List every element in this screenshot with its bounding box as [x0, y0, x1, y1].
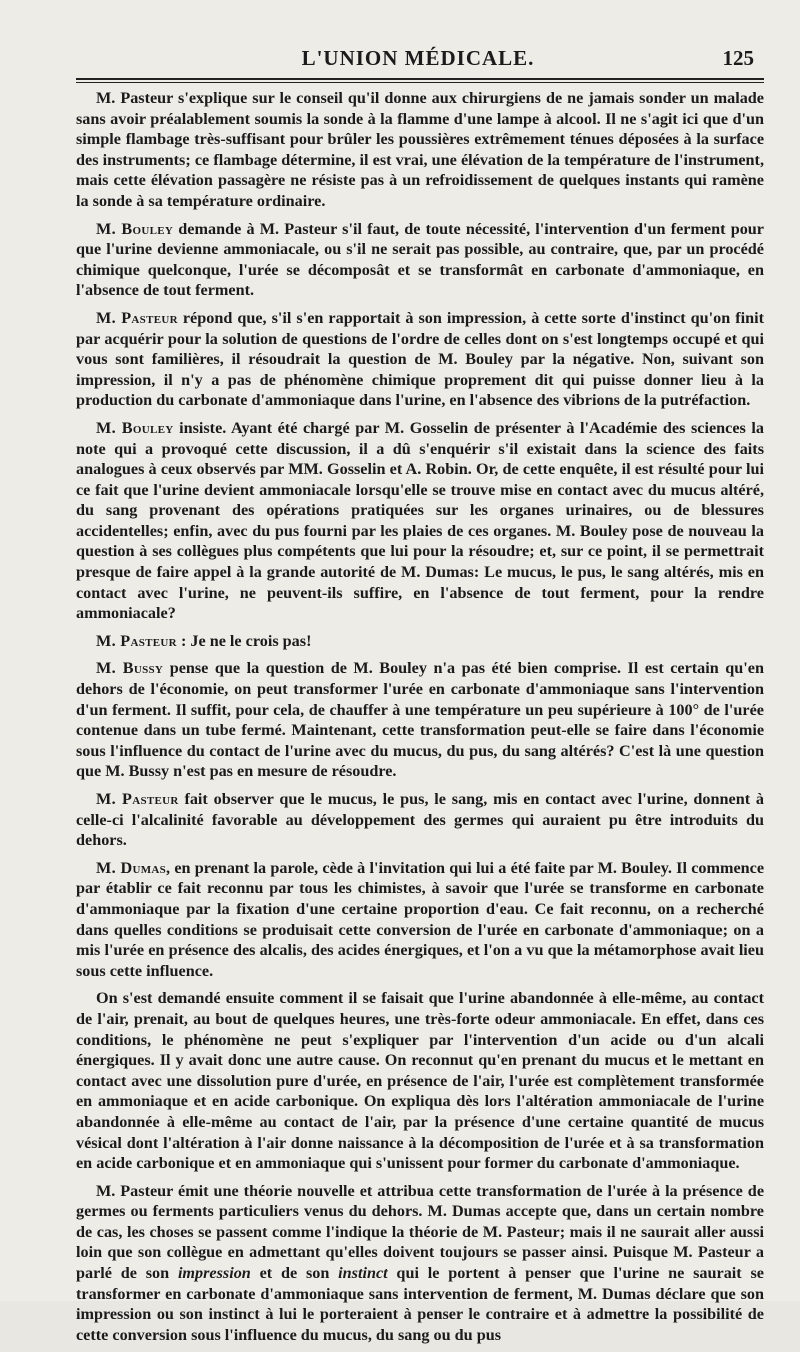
- speaker-name: M. Bussy: [96, 659, 164, 678]
- speaker-name: M. Pasteur: [96, 631, 177, 650]
- speaker-name: M. Pasteur: [96, 308, 178, 327]
- paragraph-pasteur-reply: [76, 308, 764, 411]
- paragraph-urine-ammoniacal: [76, 988, 764, 1173]
- italic-term-instinct: instinct: [338, 1264, 388, 1283]
- paragraph-bouley-question: [76, 219, 764, 301]
- paragraph-text: , en prenant la parole, cède à l'invitation qui lui a été faite par M. Bouley. Il commence par établir ce fait reconnu par tous les chimistes, à savoir que l'urée se transforme en carbonate d'ammoniaque par la fixation d'une certaine proportion d'eau. Ce fait reconnu, on a recherché dans quelles conditions se produisait cette conversion de l'urée en carbonate d'ammoniaque; on a mis l'urée en présence des alcalis, des acides énergiques, et l'on a vu que la métamorphose avait lieu sous cette influence.: [76, 858, 765, 980]
- page-number: 125: [722, 46, 754, 70]
- paragraph-text: pense que la question de M. Bouley n'a pas été bien comprise. Il est certain qu'en dehors de l'économie, on peut transformer l'urée en carbonate d'ammoniaque sans l'intervention d'un ferment. Il suffit, pour cela, de chauffer à une température un peu supérieure à 100° de l'urée contenue dans un tube fermé. Maintenant, cette transformation peut-elle se faire dans l'économie sous l'influence du contact de l'urine avec du mucus, du pus, du sang altérés? C'est là une question que M. Bussy n'est pas en mesure de résoudre.: [76, 659, 764, 781]
- paragraph-text: fait observer que le mucus, le pus, le sang, mis en contact avec l'urine, donnent à celle-ci l'alcalinité favorable au développement des germes qui auraient pu être introduits du dehors.: [76, 790, 764, 850]
- paragraph-text: On s'est demandé ensuite comment il se faisait que l'urine abandonnée à elle-même, au contact de l'air, prenait, au bout de quelques heures, une très-forte odeur ammoniacale. En effet, dans ces conditions, le phénomène ne peut s'expliquer par l'intervention d'un acide ou d'un alcali énergiques. Il y avait donc une autre cause. On reconnut qu'en prenant du mucus et le mettant en contact avec une dissolution pure d'urée, en présence de l'air, l'urée est complètement transformée en ammoniaque et en acide carbonique. On expliqua dès lors l'altération ammoniacale de l'urine abandonnée à elle-même au contact de l'air, par la présence d'une certaine quantité de mucus vésical dont l'altération à l'air donne naissance à la décomposition de l'urée et à sa transformation en acide carbonique et en ammoniaque qui s'unissent pour former du carbonate d'ammoniaque.: [76, 989, 764, 1173]
- paragraph-text: M. Pasteur s'explique sur le conseil qu'il donne aux chirurgiens de ne jamais sonder un malade sans avoir préalablement soumis la sonde à la flamme d'une lampe à alcool. Il ne s'agit ici que d'un simple flambage très-suffisant pour brûler les poussières extrêmement ténues déposées à la surface des instruments; ce flambage détermine, il est vrai, une élévation de la température de l'instrument, mais cette élévation passagère ne résiste pas à un refroidissement de quelques instants qui ramène la sonde à sa température ordinaire.: [76, 89, 764, 210]
- paragraph-text: insiste. Ayant été chargé par M. Gosselin de présenter à l'Académie des sciences la note qui a provoqué cette discussion, il a dû s'enquérir s'il existait dans la science des faits analogues à ceux observés par MM. Gosselin et A. Robin. Or, de cette enquête, il est résulté pour lui ce fait que l'urine devient ammoniacale lorsqu'elle se trouve mise en contact avec du mucus altéré, du sang provenant des opérations pratiquées sur les organes urinaires, ou de blessures accidentelles; enfin, avec du pus fourni par les plaies de ces organes. M. Bouley pose de nouveau la question à ses collègues plus compétents que lui pour la résoudre; et, sur ce point, il se permettrait presque de faire appel à la grande autorité de M. Dumas: Le mucus, le pus, le sang altérés, mis en contact avec l'urine, ne peuvent-ils suffire, en l'absence de tout ferment, pour la rendre ammoniacale?: [76, 418, 764, 623]
- speaker-name: M. Bouley: [96, 219, 174, 238]
- paragraph-text-mid: et de son: [250, 1264, 339, 1283]
- paragraph-text: M. Pasteur émit une théorie nouvelle et attribua cette transformation de l'urée à la présence de germes ou ferments particuliers venus du dehors. M. Dumas accepte que, dans un certain nombre de cas, les choses se passent comme l'indique la théorie de M. Pasteur; mais il ne saurait aller aussi loin que son collègue en admettant qu'elles doivent toujours se passer ainsi. Puisque M. Pasteur a parlé de son: [76, 1181, 764, 1283]
- running-title: L'UNION MÉDICALE.: [301, 46, 535, 70]
- paragraph-pasteur-theory: [76, 1181, 764, 1346]
- paragraph-text: : Je ne le crois pas!: [176, 631, 312, 650]
- paragraph-text-end: qui le portent à penser que l'urine ne saurait se transformer en carbonate d'ammoniaque sans intervention de ferment, M. Dumas déclare que son impression ou son instinct à lui le porteraient à penser le contraire et à admettre la possibilité de cette conversion sous l'influence du mucus, du sang ou du pus: [76, 1264, 764, 1344]
- header-rule: [76, 78, 764, 83]
- paragraph-pasteur-short: [76, 631, 764, 652]
- page-header: [76, 46, 760, 74]
- speaker-name: M. Dumas: [96, 858, 167, 877]
- body-text: [76, 88, 764, 1352]
- paragraph-text: répond que, s'il s'en rapportait à son impression, à cette sorte d'instinct qu'on finit par acquérir pour la solution de questions de l'ordre de celles dont on s'est longtemps occupé et qui vous sont familières, il résoudrait la question de M. Bouley par la négative. Non, suivant son impression, il n'y a pas de phénomène chimique proprement dit qui puisse donner lieu à la production du carbonate d'ammoniaque dans l'urine, en l'absence des vibrions de la putréfaction.: [76, 308, 765, 410]
- paragraph-bussy: [76, 658, 764, 782]
- paragraph-pasteur-explanation: [76, 88, 764, 212]
- speaker-name: M. Bouley: [96, 418, 174, 437]
- paragraph-dumas: [76, 858, 764, 982]
- paragraph-pasteur-observes: [76, 789, 764, 851]
- paragraph-text: demande à M. Pasteur s'il faut, de toute nécessité, l'intervention d'un ferment pour que l'urine devienne ammoniacale, ou s'il ne serait pas possible, au contraire, que, par un procédé chimique quelconque, l'urée se décomposât et se transformât en carbonate d'ammoniaque, en l'absence de tout ferment.: [76, 219, 764, 300]
- speaker-name: M. Pasteur: [96, 790, 179, 808]
- italic-term-impression: impression: [177, 1264, 251, 1283]
- paragraph-bouley-insists: [76, 418, 764, 624]
